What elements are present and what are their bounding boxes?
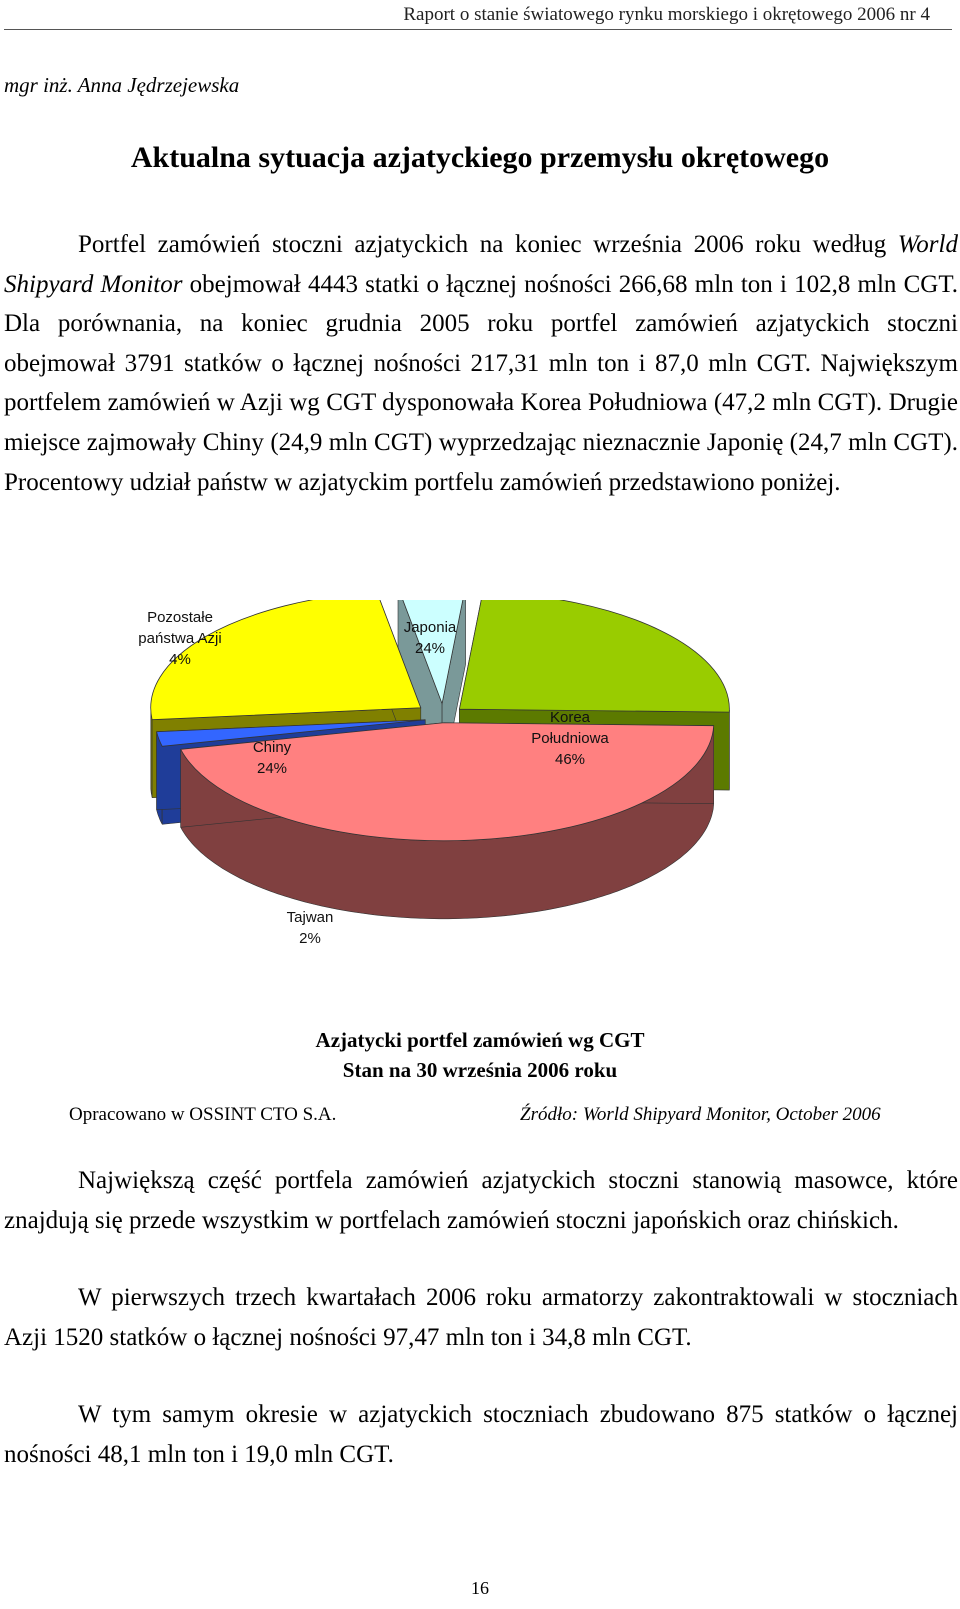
running-header: Raport o stanie światowego rynku morskiego i okrętowego 2006 nr 4 [403,4,930,25]
pie-slice-0 [459,600,729,712]
intro-text-1: Portfel zamówień stoczni azjatyckich na koniec września 2006 roku według [78,231,898,258]
slice-label-2: Tajwan 2% [286,909,334,947]
intro-paragraph [4,225,958,502]
page-number: 16 [471,1578,489,1598]
body-paragraph-2: W pierwszych trzech kwartałach 2006 roku armatorzy zakontraktowali w stoczniach Azji 1520 statków o łącznej nośności 97,47 mln ton i 34,8 mln CGT. [4,1284,958,1351]
slice-label-3: Chiny 24% [252,739,292,777]
credit-left: Opracowano w OSSINT CTO S.A. [69,1104,337,1125]
chart-subtitle: Stan na 30 września 2006 roku [342,1058,618,1082]
intro-text-2: obejmował 4443 statki o łącznej nośności 266,68 mln ton i 102,8 mln CGT. Dla porównania, na koniec grudnia 2005 roku portfel zamówień azjatyckich stoczni obejmował 3791 statków o łącznej nośności 217,31 mln ton i 87,0 mln CGT. Największym portfelem zamówień w Azji wg CGT dysponowała Korea Południowa (47,2 mln CGT). Drugie miejsce zajmowały Chiny (24,9 mln CGT) wyprzedzając nieznacznie Japonię (24,7 mln CGT). Procentowy udział państw w azjatyckim portfelu zamówień przedstawiono poniżej. [4,270,958,496]
header-rule [4,29,952,30]
chart-title: Azjatycki portfel zamówień wg CGT [315,1028,645,1052]
credit-source: Źródło: World Shipyard Monitor, October 2006 [520,1104,881,1125]
body-paragraph-3: W tym samym okresie w azjatyckich stoczniach zbudowano 875 statków o łącznej nośności 48,1 mln ton i 19,0 mln CGT. [4,1401,958,1468]
article-title: Aktualna sytuacja azjatyckiego przemysłu okrętowego [130,141,830,174]
author-name: mgr inż. Anna Jędrzejewska [4,73,240,97]
pie-chart [120,600,840,960]
slice-label-0: Japonia 24% [403,619,457,657]
source-name: World Shipyard Monitor [4,231,958,298]
page-header [0,0,960,32]
slice-label-1: Korea Południowa 46% [531,709,609,768]
chart-caption [0,1025,960,1085]
slice-label-4: Pozostałe państwa Azji 4% [138,609,222,668]
body-paragraph-1: Największą część portfela zamówień azjatyckich stoczni stanowią masowce, które znajdują się przede wszystkim w portfelach zamówień stoczni japońskich oraz chińskich. [4,1167,958,1234]
